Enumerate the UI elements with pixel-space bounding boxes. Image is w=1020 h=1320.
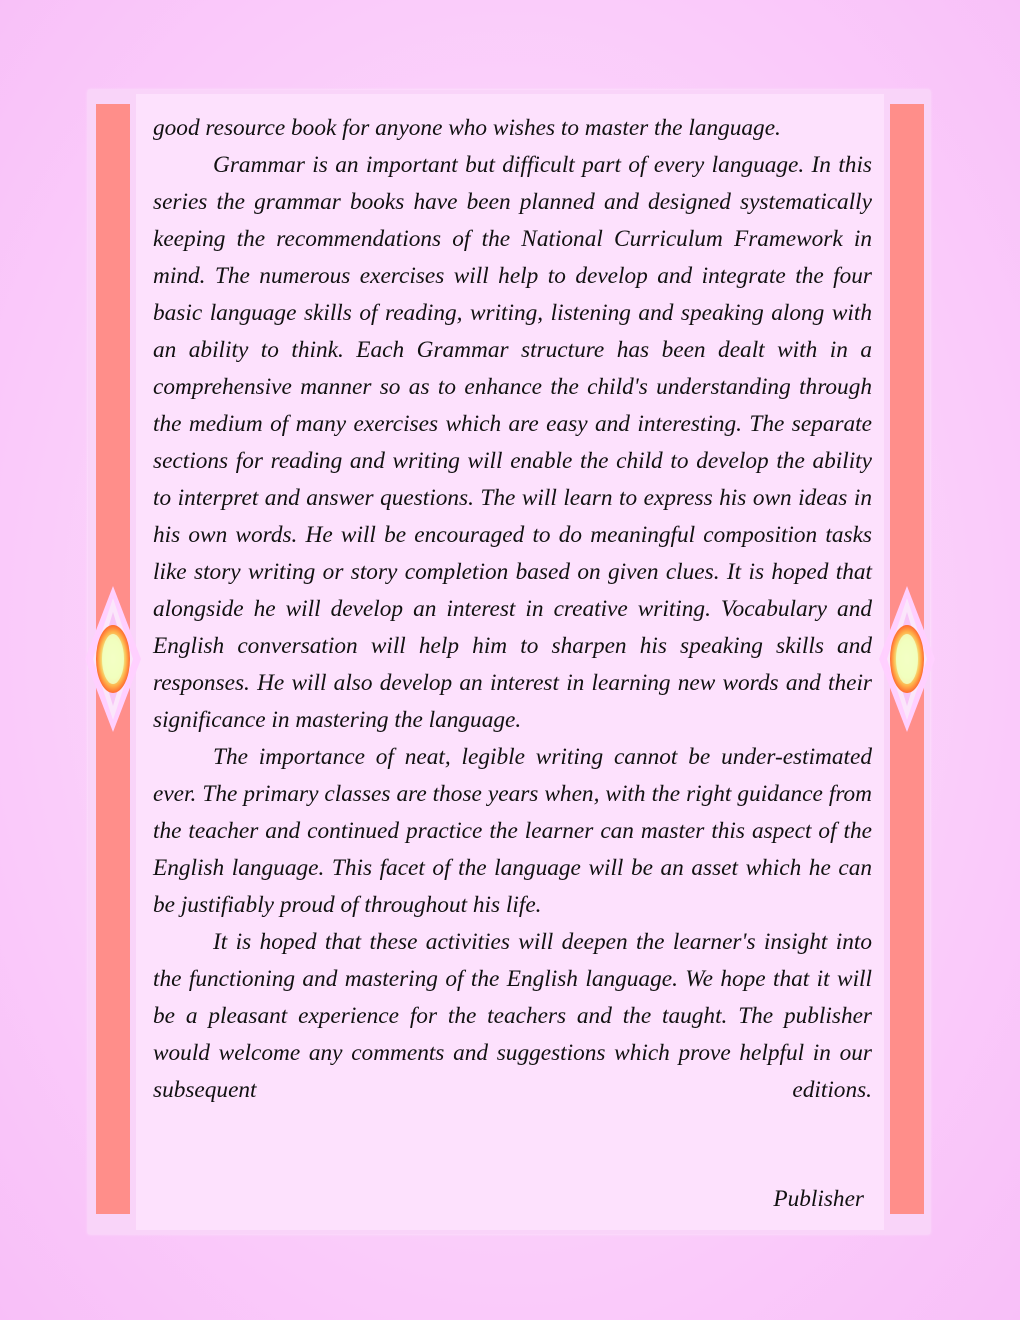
paragraph-closing: It is hoped that these activities will deepen the learner's insight into the functioning and mastering of the English language. We hope that it will be a pleasant experience for the teachers and the taught. The publisher would welcome any comments and suggestions which prove helpful in our subsequent editions.: [153, 929, 872, 1103]
diamond-gem-icon: [877, 584, 937, 734]
preface-text: [153, 110, 872, 1109]
paragraph-continuation: good resource book for anyone who wishes to master the language.: [153, 115, 781, 141]
publisher-signature: Publisher: [773, 1186, 864, 1212]
paragraph-writing: The importance of neat, legible writing cannot be under-estimated ever. The primary classes are those years when, with the right guidance from the teacher and continued practice the learner can master this aspect of the English language. This facet of the language will be an asset which he can be justifiably proud of throughout his life.: [153, 744, 872, 918]
paragraph-grammar: Grammar is an important but difficult part of every language. In this series the grammar books have been planned and designed systematically keeping the recommendations of the National Curriculum Framework in mind. The numerous exercises will help to develop and integrate the four basic language skills of reading, writing, listening and speaking along with an ability to think. Each Grammar structure has been dealt with in a comprehensive manner so as to enhance the child's understanding through the medium of many exercises which are easy and interesting. The separate sections for reading and writing will enable the child to develop the ability to interpret and answer questions. The will learn to express his own ideas in his own words. He will be encouraged to do meaningful composition tasks like story writing or story completion based on given clues. It is hoped that alongside he will develop an interest in creative writing. Vocabulary and English conversation will help him to sharpen his speaking skills and responses. He will also develop an interest in learning new words and their significance in mastering the language.: [153, 152, 872, 733]
diamond-gem-icon: [83, 584, 143, 734]
